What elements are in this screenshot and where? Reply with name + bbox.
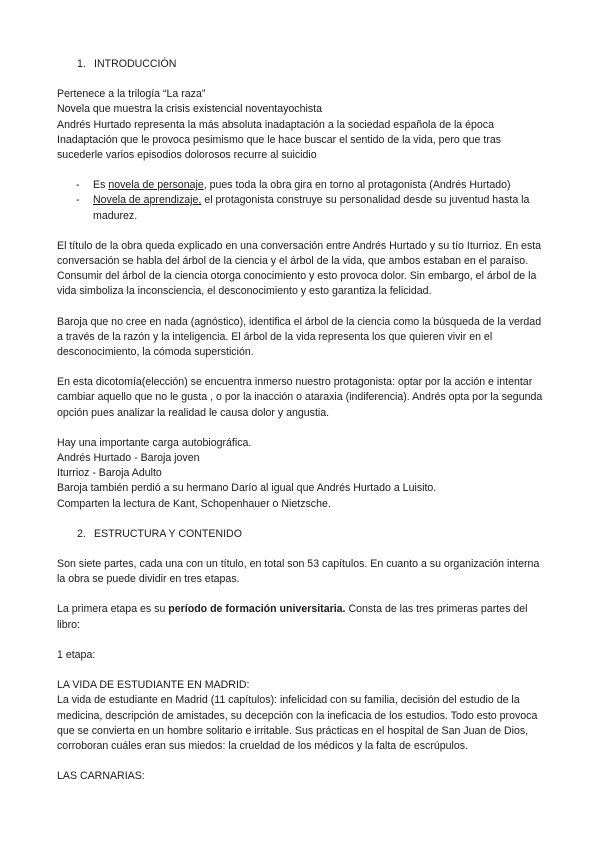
autobio-line: Andrés Hurtado - Baroja joven — [57, 452, 200, 465]
paragraph-titulo: El título de la obra queda explicado en una conversación entre Andrés Hurtado y su tío Iturrioz. En esta conversación se habla del árbol de la ciencia y el árbol de la vida, que ambos estaban en el paraíso. Consumir del árbol de la ciencia otorga conocimiento y esto provoca dolor. Sin embargo, el árbol de la vida simboliza la inconsciencia, el desconocimiento y esto garantiza la felicidad. — [57, 239, 542, 298]
section-title: INTRODUCCIÓN — [94, 58, 177, 70]
bullet-text: el protagonista construye su personalidad desde su juventud hasta la madurez. — [93, 194, 530, 222]
section-number: 1. — [77, 58, 86, 70]
bullet-text: , pues toda la obra gira en torno al protagonista (Andrés Hurtado) — [203, 179, 511, 192]
section-title: ESTRUCTURA Y CONTENIDO — [94, 527, 242, 540]
part-title: LA VIDA DE ESTUDIANTE EN MADRID: — [57, 679, 250, 692]
part-title: LAS CARNARIAS: — [57, 770, 145, 783]
part-description: La vida de estudiante en Madrid (11 capítulos): infelicidad con su familia, decisión del estudio de la medicina, descripción de amistades, su decepción con la ineficacia de los estudios. Todo esto provoca que se convierta en un hombre solitario e irritable. Sus prácticas en el hospital de San Juan de Dios, corroboran cuáles eran sus miedos: la crueldad de los médicos y la falta de escrúpulos. — [57, 694, 538, 752]
stage-label: 1 etapa: — [57, 648, 96, 661]
bold-term: período de formación universitaria. — [168, 603, 346, 616]
underlined-term: novela de personaje — [108, 179, 204, 192]
paragraph-primera-etapa — [57, 602, 545, 632]
paragraph-partes: Son siete partes, cada una con un título, en total son 53 capítulos. En cuanto a su organización interna la obra se puede dividir en tres etapas. — [57, 558, 540, 586]
autobio-line: Comparten la lectura de Kant, Schopenhauer o Nietzsche. — [57, 497, 331, 510]
section-heading-estructura — [77, 527, 545, 542]
paragraph-dicotomia: En esta dicotomía(elección) se encuentra inmerso nuestro protagonista: optar por la acción e intentar cambiar aquello que no le gusta , o por la inacción o ataraxia (indiferencia). Andrés opta por la segunda opción pues analizar la realidad le causa dolor y angustia. — [57, 376, 543, 419]
bullet-list — [57, 178, 545, 224]
text-run: Consta de las tres primeras partes del libro: — [57, 603, 528, 631]
intro-line: Inadaptación que le provoca pesimismo que le hace buscar el sentido de la vida, pero que tras sucederle varios episodios dolorosos recurre al suicidio — [57, 133, 502, 162]
dash-marker: - — [76, 194, 80, 207]
section-heading-introduccion — [77, 57, 545, 72]
dash-marker: - — [76, 179, 80, 192]
document-content — [57, 57, 545, 784]
text-run: La primera etapa es su — [57, 603, 169, 616]
intro-line: Andrés Hurtado representa la más absoluta inadaptación a la sociedad española de la época — [57, 118, 494, 131]
underlined-term: Novela de aprendizaje, — [93, 194, 202, 207]
autobio-line: Iturrioz - Baroja Adulto — [57, 467, 162, 480]
section-number: 2. — [77, 527, 86, 540]
intro-line: Pertenece a la trilogía “La raza” — [57, 88, 206, 101]
bullet-text: Es — [93, 179, 109, 192]
autobio-line: Baroja también perdió a su hermano Darío al igual que Andrés Hurtado a Luisito. — [57, 482, 437, 495]
autobio-line: Hay una importante carga autobiográfica. — [57, 436, 252, 449]
paragraph-baroja: Baroja que no cree en nada (agnóstico), identifica el árbol de la ciencia como la búsqueda de la verdad a través de la razón y la inteligencia. El árbol de la vida representa los que quieren vivir en el desconocimiento, la cómoda superstición. — [57, 315, 542, 359]
list-item — [57, 178, 545, 193]
list-item — [57, 193, 545, 223]
intro-line: Novela que muestra la crisis existencial noventayochista — [57, 103, 322, 116]
